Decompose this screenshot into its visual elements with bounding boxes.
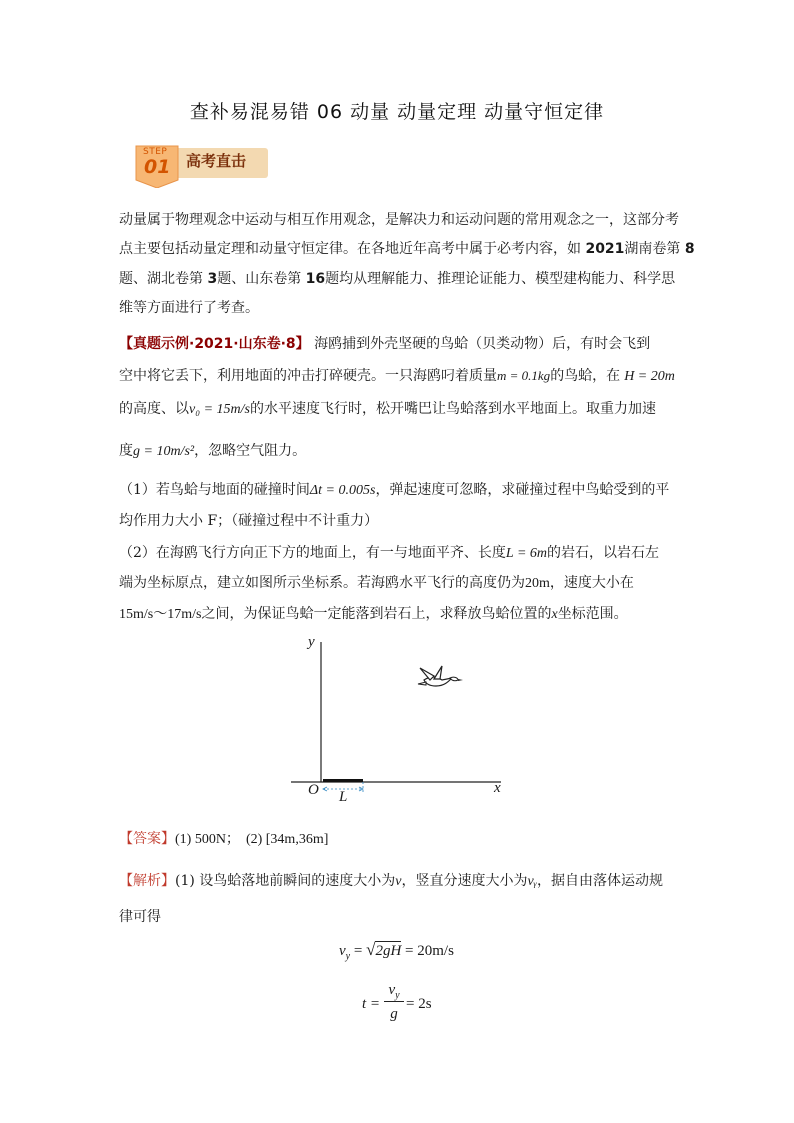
- eq1-rhs: = 20m/s: [401, 943, 454, 959]
- eq1-lhs: v: [339, 943, 346, 959]
- question-line-2: [119, 365, 675, 385]
- question-text: 的高度、以: [119, 401, 189, 417]
- part1-text: （1）若鸟蛤与地面的碰撞时间: [119, 482, 310, 498]
- eq1-radicand: 2gH: [375, 943, 402, 959]
- intro-year: 2021: [585, 241, 625, 257]
- intro-line-4: [119, 297, 259, 317]
- velocity-value: v₀ = 15m/s: [189, 402, 250, 417]
- rock-length-value: L = 6m: [505, 546, 547, 561]
- step-badge: [134, 142, 274, 188]
- question-text: ，忽略空气阻力。: [194, 443, 307, 459]
- x-symbol: x: [551, 607, 558, 622]
- analysis-text: ，竖直分速度大小为: [401, 873, 528, 889]
- step-number: 01: [144, 156, 171, 178]
- question-text: 海鸥捕到外壳坚硬的鸟蛤（贝类动物）后，有时会飞到: [309, 336, 651, 352]
- question-line-4: [119, 440, 306, 460]
- eq1-equals: =: [350, 943, 367, 959]
- coordinate-diagram: [286, 632, 516, 810]
- eq1-sub: y: [345, 951, 351, 962]
- v-symbol: v: [395, 874, 402, 889]
- answer-line: [119, 828, 328, 848]
- intro-number: 8: [684, 241, 695, 257]
- diagram-svg: [286, 632, 516, 810]
- part2-text: 的岩石，以岩石左: [547, 545, 659, 561]
- analysis-text: ，据自由落体运动规: [536, 873, 663, 889]
- analysis-line-2: [119, 906, 161, 926]
- part1-line-2: [119, 510, 378, 530]
- intro-text: 动量属于物理观念中运动与相互作用观念，是解决力和运动问题的常用观念之一，这部分考: [119, 212, 679, 228]
- intro-number: 3: [207, 271, 218, 287]
- step-word: STEP: [143, 147, 168, 157]
- part1-text: ，弹起速度可忽略，求碰撞过程中鸟蛤受到的平: [375, 482, 670, 498]
- part2-line-1: [119, 542, 659, 562]
- x-axis-label: x: [494, 780, 501, 796]
- part2-text: （2）在海鸥飞行方向正下方的地面上，有一与地面平齐、长度: [119, 545, 506, 561]
- eq2-rhs: = 2s: [406, 996, 432, 1012]
- part2-text: 之间，为保证鸟蛤一定能落到岩石上，求释放鸟蛤位置的: [201, 606, 552, 622]
- analysis-text: 律可得: [119, 909, 161, 925]
- part1-line-1: [119, 479, 669, 499]
- answer-tag: 【答案】: [119, 831, 175, 847]
- eq2-num-sub: y: [395, 990, 400, 1001]
- sqrt-symbol: √: [366, 940, 376, 959]
- intro-text: 点主要包括动量定理和动量守恒定律。在各地近年高考中属于必考内容，如: [119, 241, 586, 257]
- step-label: 高考直击: [186, 152, 247, 170]
- vy-symbol: vᵧ: [527, 874, 537, 889]
- analysis-line-1: [119, 870, 663, 890]
- seagull-icon: [418, 666, 463, 686]
- intro-text: 题均从理解能力、推理论证能力、模型建构能力、科学思: [325, 271, 676, 287]
- intro-text: 题、湖北卷第: [119, 271, 208, 287]
- part2-line-2: [119, 572, 634, 592]
- rock-length-label: L: [339, 789, 348, 805]
- eq2-num: v: [388, 982, 396, 998]
- rock: [323, 779, 363, 782]
- answer-part1: (1) 500N；: [175, 832, 240, 847]
- question-text: 的水平速度飞行时，松开嘴巴让鸟蛤落到水平地面上。取重力加速: [249, 401, 656, 417]
- part2-text: 端为坐标原点，建立如图所示坐标系。若海鸥水平飞行的高度仍为: [119, 575, 525, 591]
- collision-time-value: Δt = 0.005s: [309, 483, 376, 498]
- flight-height-value: 20m: [525, 576, 550, 591]
- question-line-3: [119, 398, 656, 418]
- eq2-denominator: g: [390, 1006, 398, 1022]
- question-text: 度: [119, 443, 133, 459]
- intro-text: 题、山东卷第: [217, 271, 306, 287]
- intro-line-3: [119, 268, 675, 288]
- intro-line-1: [119, 209, 679, 229]
- question-text: 空中将它丢下，利用地面的冲击打碎硬壳。一只海鸥叼着质量: [119, 368, 497, 384]
- part2-text: 坐标范围。: [557, 606, 628, 622]
- equation-1: [339, 940, 454, 962]
- page-title: 查补易混易错 06 动量 动量定理 动量守恒定律: [189, 101, 605, 123]
- answer-part2: (2) [34m,36m]: [245, 832, 329, 847]
- question-tag: 【真题示例·2021·山东卷·8】: [119, 336, 310, 352]
- eq2-numerator: [384, 982, 404, 1002]
- question-line-1: [119, 333, 650, 353]
- intro-text: 维等方面进行了考查。: [119, 300, 259, 316]
- height-value: H = 20m: [624, 369, 675, 384]
- gravity-value: g = 10m/s²: [133, 444, 195, 459]
- intro-line-2: [119, 238, 695, 258]
- origin-label: O: [308, 782, 319, 798]
- speed-range-value: 15m/s～17m/s: [119, 607, 202, 622]
- y-axis-label: y: [308, 634, 315, 650]
- part2-line-3: [119, 603, 628, 623]
- eq2-lhs: t =: [362, 996, 381, 1012]
- analysis-text: (1) 设鸟蛤落地前瞬间的速度大小为: [175, 873, 396, 889]
- question-text: 的鸟蛤，在: [550, 368, 621, 384]
- intro-number: 16: [305, 271, 326, 287]
- intro-text: 湖南卷第: [624, 241, 685, 257]
- part1-text: 均作用力大小 F；（碰撞过程中不计重力）: [119, 513, 379, 529]
- mass-value: m = 0.1kg: [497, 368, 551, 383]
- analysis-tag: 【解析】: [119, 873, 175, 889]
- part2-text: ，速度大小在: [549, 575, 634, 591]
